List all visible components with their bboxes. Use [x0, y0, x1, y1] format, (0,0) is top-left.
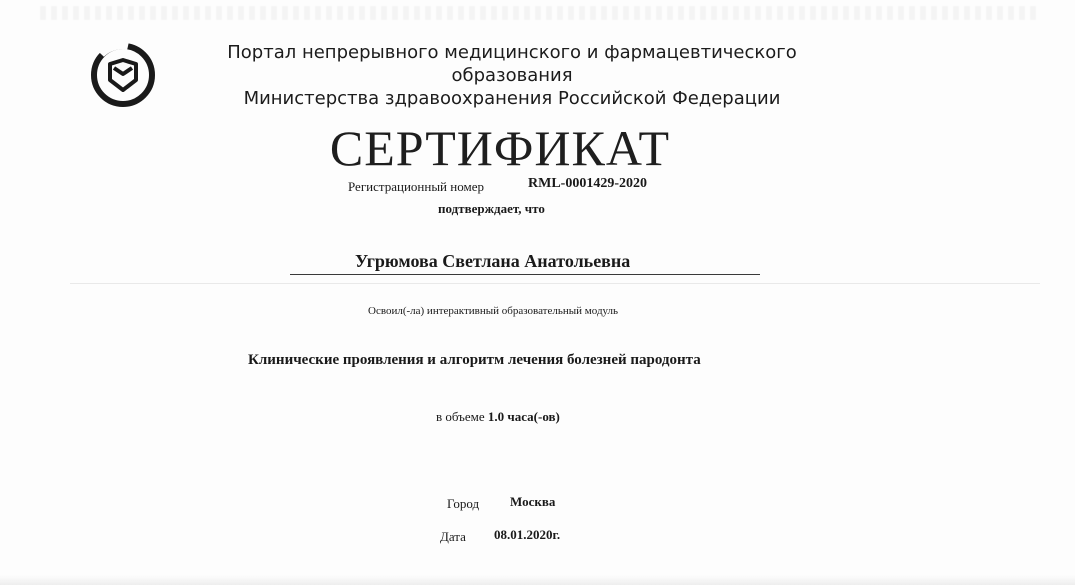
city-label: Город: [447, 496, 480, 511]
open-book-shield-icon: [88, 40, 158, 110]
volume-value: 1.0 часа(-ов): [487, 409, 560, 424]
portal-heading-line1: Портал непрерывного медицинского и фармацевтического образования: [227, 42, 797, 86]
scan-artifact-bottom: [0, 575, 1075, 585]
registration-label: Регистрационный номер: [348, 179, 484, 194]
scan-artifact-top: [40, 6, 1040, 20]
date-value: 08.01.2020г.: [494, 527, 561, 542]
person-name: Угрюмова Светлана Анатольевна: [355, 251, 631, 271]
certificate-title: СЕРТИФИКАТ: [329, 120, 671, 176]
volume-line: [436, 409, 560, 425]
confirms-text: подтверждает, что: [438, 201, 545, 216]
portal-heading-line2: Министерства здравоохранения Российской Федерации: [243, 88, 781, 109]
city-value: Москва: [510, 494, 556, 509]
module-title: Клинические проявления и алгоритм лечения болезней пародонта: [248, 352, 701, 368]
scan-artifact-rule: [70, 283, 1040, 284]
registration-number: RML-0001429-2020: [528, 176, 647, 191]
volume-prefix: в объеме: [436, 409, 485, 424]
module-label: Освоил(-ла) интерактивный образовательный модуль: [368, 305, 619, 317]
registration-row: [348, 178, 748, 196]
name-underline: [290, 274, 760, 275]
portal-heading: [192, 41, 832, 110]
date-label: Дата: [440, 529, 466, 544]
